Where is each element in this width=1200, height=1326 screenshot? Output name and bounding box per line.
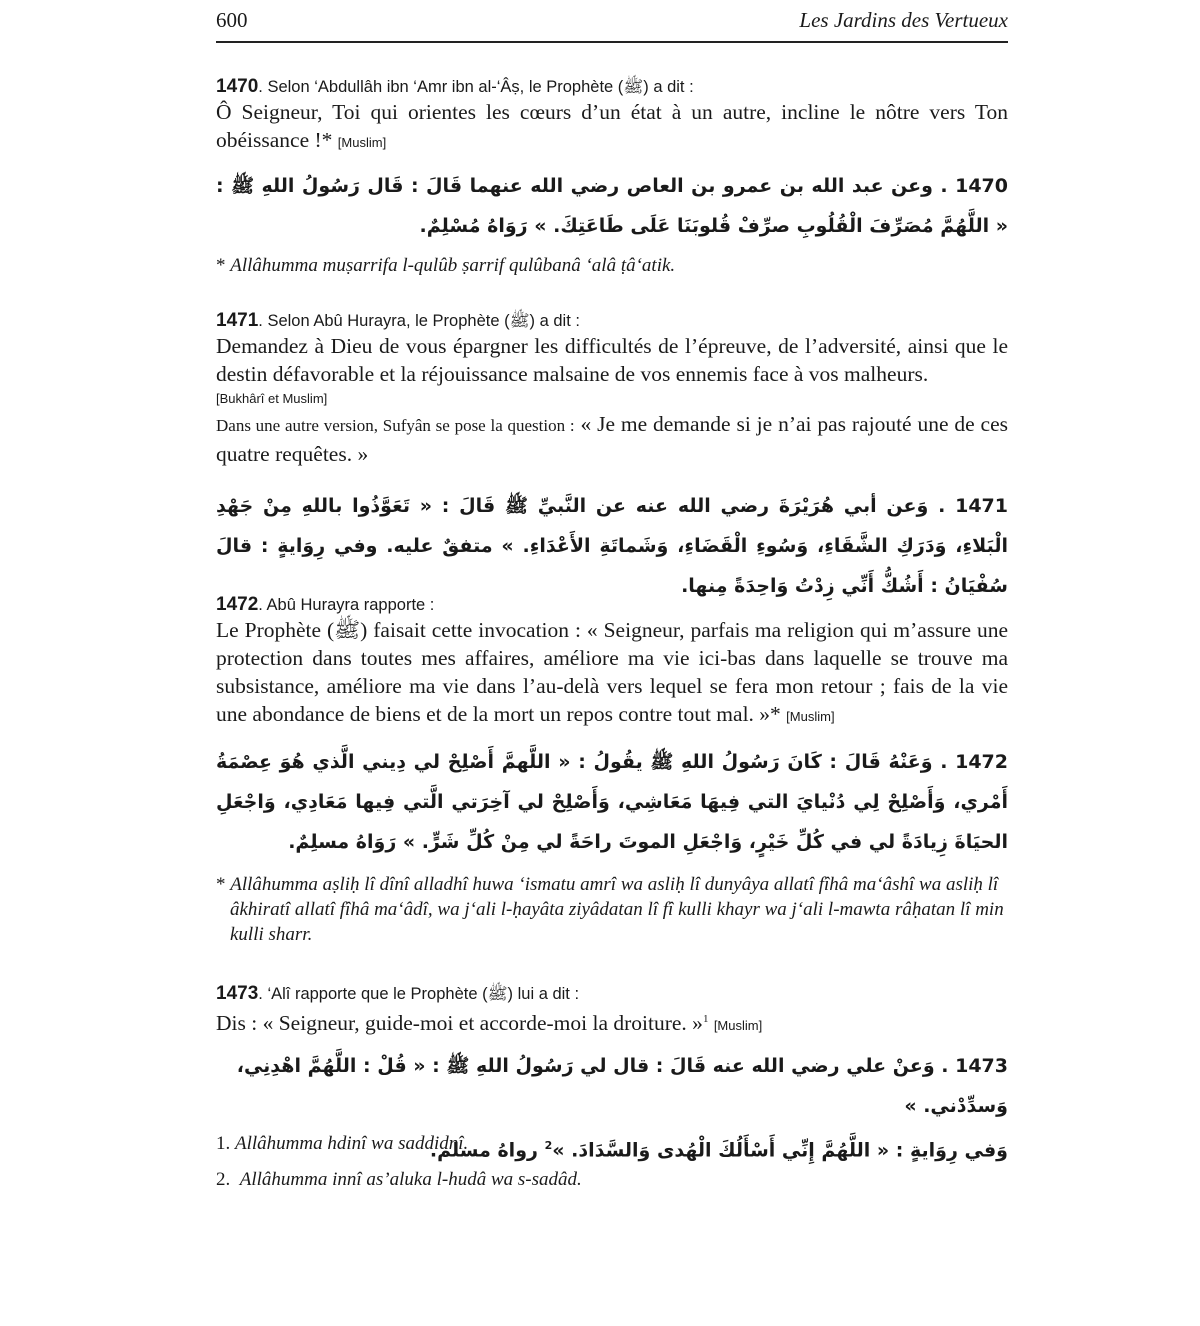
source-label: [Muslim] — [786, 709, 835, 724]
hadith-arabic: 1471 . وَعن أبي هُرَيْرَةَ رضي الله عنه عن النَّبيِّ ﷺ قَالَ : « تَعَوَّذُوا باللهِ مِنْ جَهْدِ الْبَلاءِ، وَدَرَكِ الشَّقَاءِ، وَسُوءِ الْقَضَاءِ، وَشَماتَةِ الأَعْدَاءِ. » متفقٌ عليه. وفي رِوَايةٍ : قالَ سُفْيَانُ : أَشُكُّ أَنِّي زِدْتُ وَاحِدَةً مِنها. — [216, 495, 1008, 597]
hadith-translation: Demandez à Dieu de vous épargner les difficultés de l’épreuve, de l’adversité, ainsi que le destin défavorable et la réjouissance malsaine de vos ennemis face à vos malheurs. — [216, 334, 1008, 386]
hadith-1472 — [216, 594, 1008, 731]
hadith-intro: . Selon Abû Hurayra, le Prophète (ﷺ) a dit : — [258, 312, 580, 330]
variant-note: Dans une autre version, Sufyân se pose la question : « Je me demande si je n’ai pas rajouté une de ces quatre requêtes. » — [216, 412, 1009, 466]
hadith-1473 — [216, 983, 1008, 1040]
hadith-number: 1473 — [216, 983, 259, 1004]
source-label: [Muslim] — [713, 1018, 763, 1034]
header-rule — [216, 41, 1008, 43]
running-title: Les Jardins des Vertueux — [799, 8, 1008, 32]
arabic-line: وَفي رِوَايةٍ : « اللَّهُمَّ إِنِّي أَسْأَلُكَ الْهُدى وَالسَّدَادَ. »$^2$ رواهُ مسلم. — [429, 1139, 1008, 1162]
hadith-1470 — [216, 76, 1008, 157]
hadith-translation: Ô Seigneur, Toi qui orientes les cœurs d’un état à un autre, incline le nôtre vers Ton obéissance !* [Muslim] — [216, 100, 1008, 152]
hadith-intro: . Abû Hurayra rapporte : — [258, 596, 435, 614]
hadith-heading — [216, 983, 1008, 1005]
footnote: 2. Allâhumma innî as’aluka l-hudâ wa s-sadâd. — [216, 1169, 582, 1190]
footnote-ref: 1 — [702, 1013, 709, 1025]
hadith-translation: Le Prophète (ﷺ) faisait cette invocation : « Seigneur, parfais ma religion qui m’assure une protection dans toutes mes affaires, améliore ma vie ici-bas dans laquelle se trouve ma subsistance, améliore ma vie dans l’au-delà vers lequel se fera mon retour ; fais de la vie une abondance de biens et de la mort un repos contre tout mal. »* [Muslim] — [216, 618, 1009, 726]
transliteration: * Allâhumma muṣarrifa l-qulûb ṣarrif qulûbanâ ‘alâ ṭâ‘atik. — [216, 255, 676, 276]
hadith-number: 1471 — [216, 310, 259, 331]
hadith-heading — [216, 310, 1008, 332]
hadith-number: 1470 — [216, 76, 259, 97]
page-number: 600 — [216, 8, 248, 32]
hadith-heading — [216, 76, 1008, 98]
hadith-intro: . ‘Alî rapporte que le Prophète (ﷺ) lui a dit : — [258, 985, 580, 1003]
arabic-line: 1473 . وَعنْ علي رضي الله عنه قَالَ : قال لي رَسُولُ اللهِ ﷺ : « قُلْ : اللَّهُمَّ اهْدِنِي، وَسدِّدْني. » — [236, 1055, 1008, 1117]
hadith-intro: . Selon ‘Abdullâh ibn ‘Amr ibn al-‘Âṣ, le Prophète (ﷺ) a dit : — [258, 78, 694, 96]
hadith-number: 1472 — [216, 594, 259, 615]
footnote: 1. Allâhumma hdinî wa saddidnî. — [216, 1133, 469, 1154]
hadith-1471 — [216, 310, 1008, 468]
hadith-heading — [216, 594, 1008, 616]
transliteration: * Allâhumma aṣliḥ lî dînî alladhî huwa ‘ismatu amrî wa asliḥ lî dunyâya allatî fîhâ ma‘âshî wa asliḥ lî âkhiratî allatî fîhâ ma‘âdî, wa j‘ali l-ḥayâta ziyâdatan lî fî kulli khayr wa j‘ali l-mawta râḥatan lî min kulli sharr. — [216, 874, 1004, 945]
source-label: [Bukhârî et Muslim] — [216, 391, 328, 406]
page-header — [216, 8, 1008, 38]
hadith-arabic: 1472 . وَعَنْهُ قَالَ : كَانَ رَسُولُ اللهِ ﷺ يقُولُ : « اللَّهمَّ أَصْلِحْ لي دِيني الَّذي هُوَ عِصْمَةُ أَمْري، وَأَصْلِحْ لِي دُنْيايَ التي فِيهَا مَعَاشِي، وَأَصْلِحْ لي آخِرَتي الَّتي فِيها مَعَادِي، وَاجْعَلِ الحيَاةَ زِيادَةً لي في كُلِّ خَيْرٍ، وَاجْعَلِ الموتَ راحَةً لي مِنْ كُلِّ شَرٍّ. » رَوَاهُ مسلِمٌ. — [216, 751, 1008, 853]
hadith-translation: Dis : « Seigneur, guide-moi et accorde-moi la droiture. »$^1$ [Muslim] — [216, 1011, 763, 1036]
source-label: [Muslim] — [337, 135, 387, 150]
hadith-arabic: 1470 . وعن عبد الله بن عمرو بن العاص رضي الله عنهما قَالَ : قَال رَسُولُ اللهِ ﷺ : « اللَّهُمَّ مُصَرِّفَ الْقُلُوبِ صرِّفْ قُلوبَنَا عَلَى طَاعَتِكَ. » رَوَاهُ مُسْلِمٌ. — [216, 175, 1008, 237]
